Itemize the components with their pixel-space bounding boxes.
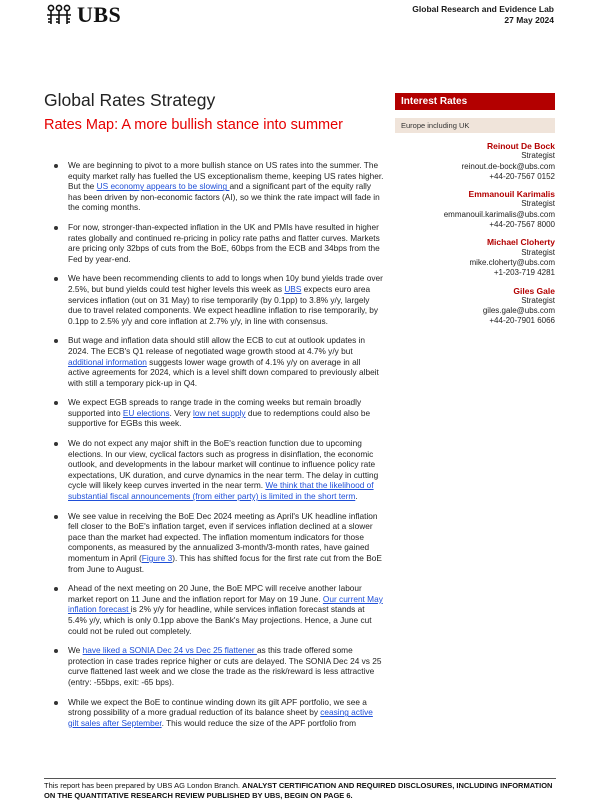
author-role: Strategist: [521, 295, 555, 305]
bullet-item: [54, 222, 384, 264]
brand-wordmark: UBS: [77, 2, 122, 27]
bullet-dot: [54, 339, 58, 343]
bullet-text: We do not expect any major shift in the BoE's reaction function due to upcoming elections. In our view, cyclical factors such as progress in disinflation, the economic outlook, and developments in the labour market will continue to influence policy rate expectations, UK duration, and curve dynamics in the near term. The delay in cutting cycle will likely keep curves inverted in the near term.: [68, 438, 379, 491]
author-email[interactable]: emmanouil.karimalis@ubs.com: [443, 209, 555, 219]
sidebar: [395, 93, 555, 334]
bullet-dot: [54, 701, 58, 705]
bullet-text: as this trade offered some protection in case trades reprice higher or cuts are delayed. The SONIA Dec 24 vs 25 curve flattened last week and we close the trade as the risk/reward is less attractive (entry: -55bps, exit: -65 bps).: [68, 645, 382, 687]
bullet-text: We: [68, 645, 83, 656]
page-subtitle: Rates Map: A more bullish stance into summer: [44, 117, 343, 133]
ubs-logo: [44, 2, 121, 28]
author-name: Giles Gale: [513, 285, 555, 296]
page-title: Global Rates Strategy: [44, 90, 216, 110]
bullet-text: .: [355, 491, 358, 502]
footer-disclaimer: [44, 781, 558, 800]
author-phone: +44-20-7567 0152: [489, 171, 555, 181]
author-role: Strategist: [521, 199, 555, 209]
bullet-text: For now, stronger-than-expected inflation in the UK and PMIs have resulted in higher rates globally and continued re-pricing in policy rate paths and flatter curves. Markets are pricing only 32bps of cuts from the BoE, 60bps from the ECB and 34bps from the Fed by year-end.: [68, 221, 380, 264]
bullet-dot: [54, 442, 58, 446]
bullet-text: due to redemptions could also be supportive for EGBs this week.: [68, 407, 371, 429]
footer-disclosure: ANALYST CERTIFICATION AND REQUIRED DISCLOSURES, INCLUDING INFORMATION ON THE QUANTITATIVE RESEARCH REVIEW PUBLISHED BY UBS, BEGIN ON PAGE 6.: [44, 781, 553, 800]
bullet-text: We are beginning to pivot to a more bullish stance on US rates into the summer. The equity market rally has fuelled the US exceptionalism theme, keeping US rates higher. But the: [68, 160, 384, 192]
bullet-dot: [54, 277, 58, 281]
author-list: [395, 141, 555, 327]
bullet-item: [54, 438, 384, 502]
bullet-item: [54, 273, 384, 326]
bullet-text: We have been recommending clients to add to longs when 10y bund yields trade over 2.5%, but bund yields could test higher levels this week as: [68, 273, 383, 294]
inline-link[interactable]: Figure 3: [141, 553, 173, 563]
bullet-item: [54, 511, 384, 575]
header-meta: [412, 4, 554, 26]
inline-link[interactable]: UBS: [284, 283, 302, 294]
region-label: Europe including UK: [395, 118, 555, 133]
author-name: Emmanouil Karimalis: [468, 189, 555, 200]
author-name: Michael Cloherty: [486, 237, 555, 248]
bullet-text: suggests lower wage growth of 4.1% y/y on average in all active agreements for 2024, which is a level shift down compared to previously albeit with still a temporary pick-up in Q4.: [68, 356, 379, 388]
author-card: [395, 237, 555, 278]
bullet-text: and a significant part of the equity rally has been driven by non-economic factors (AI), so we think the rate impact will fade in the coming months.: [68, 181, 380, 213]
bullet-dot: [54, 164, 58, 168]
inline-link[interactable]: EU elections: [122, 407, 170, 418]
bullet-text: . Very: [169, 407, 193, 418]
report-date: 27 May 2024: [504, 15, 554, 25]
author-name: Reinout De Bock: [486, 141, 555, 151]
author-phone: +44-20-7567 8000: [489, 220, 555, 230]
inline-link[interactable]: additional information: [68, 356, 147, 367]
bullet-text: But wage and inflation data should still allow the ECB to cut at outlook updates in 2024. The ECB's Q1 release of negotiated wage growth stood at 4.7% y/y but: [68, 335, 366, 356]
bullet-item: [54, 335, 384, 388]
bullet-dot: [54, 226, 58, 230]
author-card: [395, 189, 555, 230]
footer-lead: This report has been prepared by UBS AG London Branch.: [44, 781, 243, 790]
bullet-text: Ahead of the next meeting on 20 June, the BoE MPC will receive another labour market report on 11 June and the inflation report for May on 19 June.: [68, 583, 362, 604]
author-role: Strategist: [521, 151, 555, 161]
bullet-dot: [54, 401, 58, 405]
bullet-item: [54, 697, 384, 729]
bullet-text: We see value in receiving the BoE Dec 2024 meeting as April's UK headline inflation fell closer to the BoE's inflation target, even if services inflation declined at a slower pace than the market had expected. The inflation momentum indicators for those components, as measured by the annualized 3-month/3-month rates, have gained momentum in April (: [68, 510, 378, 563]
author-card: [395, 141, 555, 182]
inline-link[interactable]: We think that the likelihood of substantial fiscal announcements (from either party) is limited in the short term: [68, 480, 374, 502]
bullet-dot: [54, 587, 58, 591]
bullet-item: [54, 397, 384, 429]
lab-name: Global Research and Evidence Lab: [412, 4, 554, 14]
inline-link[interactable]: US economy appears to be slowing: [96, 181, 230, 192]
footer-divider: [44, 778, 556, 779]
bullet-dot: [54, 649, 58, 653]
author-phone: +1-203-719 4281: [493, 268, 555, 278]
author-phone: +44-20-7901 6066: [489, 316, 555, 326]
bullet-dot: [54, 515, 58, 519]
inline-link[interactable]: low net supply: [193, 407, 246, 418]
author-email[interactable]: giles.gale@ubs.com: [482, 306, 555, 316]
bullet-text: is 2% y/y for headline, while services inflation forecast stands at 5.4% y/y, which is only 0.1pp above the Bank's May projections. Hence, a June cut could not be ruled out completely.: [68, 604, 372, 636]
bullet-text: ). This has shifted focus for the first rate cut from the BoE from June to August.: [68, 553, 382, 574]
inline-link[interactable]: ceasing active gilt sales after September: [68, 707, 373, 728]
bullet-item: [54, 645, 384, 687]
bullet-text: . This would reduce the size of the APF portfolio from: [161, 717, 357, 728]
inline-link[interactable]: have liked a SONIA Dec 24 vs Dec 25 flattener: [82, 645, 257, 656]
topic-label: Interest Rates: [395, 93, 555, 110]
bullet-text: expects euro area services inflation (out on 31 May) to rise temporarily (by 0.1pp) to 3.8% y/y, largely due to travel related components. We expect headline inflation to rise temporarily, by 0.1pp to 2.5% y/y and core inflation at 2.7% y/y, in line with consensus.: [68, 283, 379, 326]
bullet-list: [54, 160, 384, 737]
author-role: Strategist: [521, 247, 555, 257]
author-card: [395, 286, 555, 327]
author-email[interactable]: reinout.de-bock@ubs.com: [461, 161, 555, 171]
bullet-item: [54, 583, 384, 636]
bullet-text: We expect EGB spreads to range trade in the coming weeks but remain broadly supported into: [68, 397, 362, 418]
inline-link[interactable]: Our current May inflation forecast: [68, 593, 383, 615]
bullet-item: [54, 160, 384, 213]
keys-icon: [44, 4, 74, 26]
bullet-text: While we expect the BoE to continue winding down its gilt APF portfolio, we see a strong possibility of a more gradual reduction of its balance sheet by: [68, 696, 367, 718]
author-email[interactable]: mike.cloherty@ubs.com: [469, 257, 555, 267]
